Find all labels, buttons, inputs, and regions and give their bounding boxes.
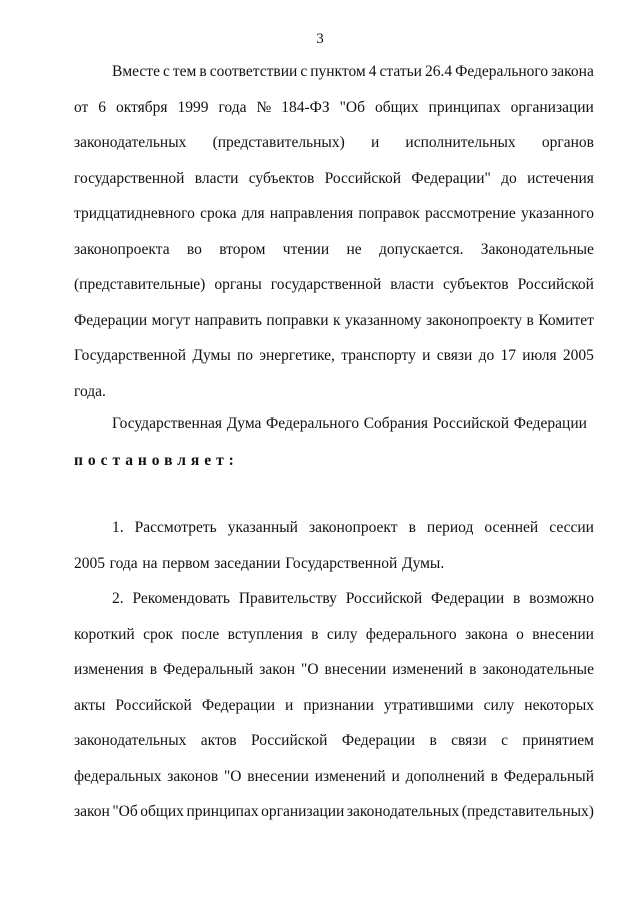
- text-line: Государственная Дума Федерального Собрания Российской Федерации: [112, 415, 587, 432]
- text-line: года.: [74, 382, 106, 400]
- text-line: федеральных законов "О внесении изменений и дополнений в Федеральный: [74, 767, 594, 785]
- text-line: законопроекта во втором чтении не допускается. Законодательные: [74, 240, 594, 258]
- text-line: постановляет:: [74, 452, 239, 469]
- text-line: законодательных (представительных) и исполнительных органов: [74, 134, 594, 151]
- page-number: 3: [316, 31, 324, 47]
- text-line: короткий срок после вступления в силу федерального закона о внесении: [74, 625, 594, 643]
- text-line: изменения в Федеральный закон "О внесении изменений в законодательные: [74, 661, 594, 678]
- text-line: закон "Об общих принципах организации законодательных (представительных): [74, 803, 594, 820]
- paragraph-gosduma: [74, 414, 594, 450]
- text-line: (представительные) органы государственной власти субъектов Российской: [74, 276, 594, 293]
- text-line: Федерации могут направить поправки к указанному законопроекту в Комитет: [74, 311, 594, 329]
- text-line: Государственной Думы по энергетике, транспорту и связи до 17 июля 2005: [74, 347, 594, 364]
- text-line: Вместе с тем в соответствии с пунктом 4 статьи 26.4 Федерального закона: [112, 63, 594, 80]
- text-line: акты Российской Федерации и признании утратившими силу некоторых: [74, 696, 594, 714]
- text-line: 1. Рассмотреть указанный законопроект в период осенней сессии: [112, 519, 594, 536]
- paragraph-item-1: [74, 518, 594, 589]
- paragraph-vmeste: [74, 62, 594, 417]
- text-line: государственной власти субъектов Российской Федерации" до истечения: [74, 169, 594, 187]
- paragraph-postanovlyaet: [74, 451, 594, 487]
- text-line: 2005 года на первом заседании Государственной Думы.: [74, 554, 445, 572]
- paragraph-item-2: [74, 589, 594, 838]
- text-line: 2. Рекомендовать Правительству Российской Федерации в возможно: [112, 590, 594, 607]
- text-line: от 6 октября 1999 года № 184-ФЗ "Об общих принципах организации: [74, 98, 594, 116]
- text-line: законодательных актов Российской Федерации в связи с принятием: [74, 732, 594, 749]
- text-line: тридцатидневного срока для направления поправок рассмотрение указанного: [74, 205, 594, 222]
